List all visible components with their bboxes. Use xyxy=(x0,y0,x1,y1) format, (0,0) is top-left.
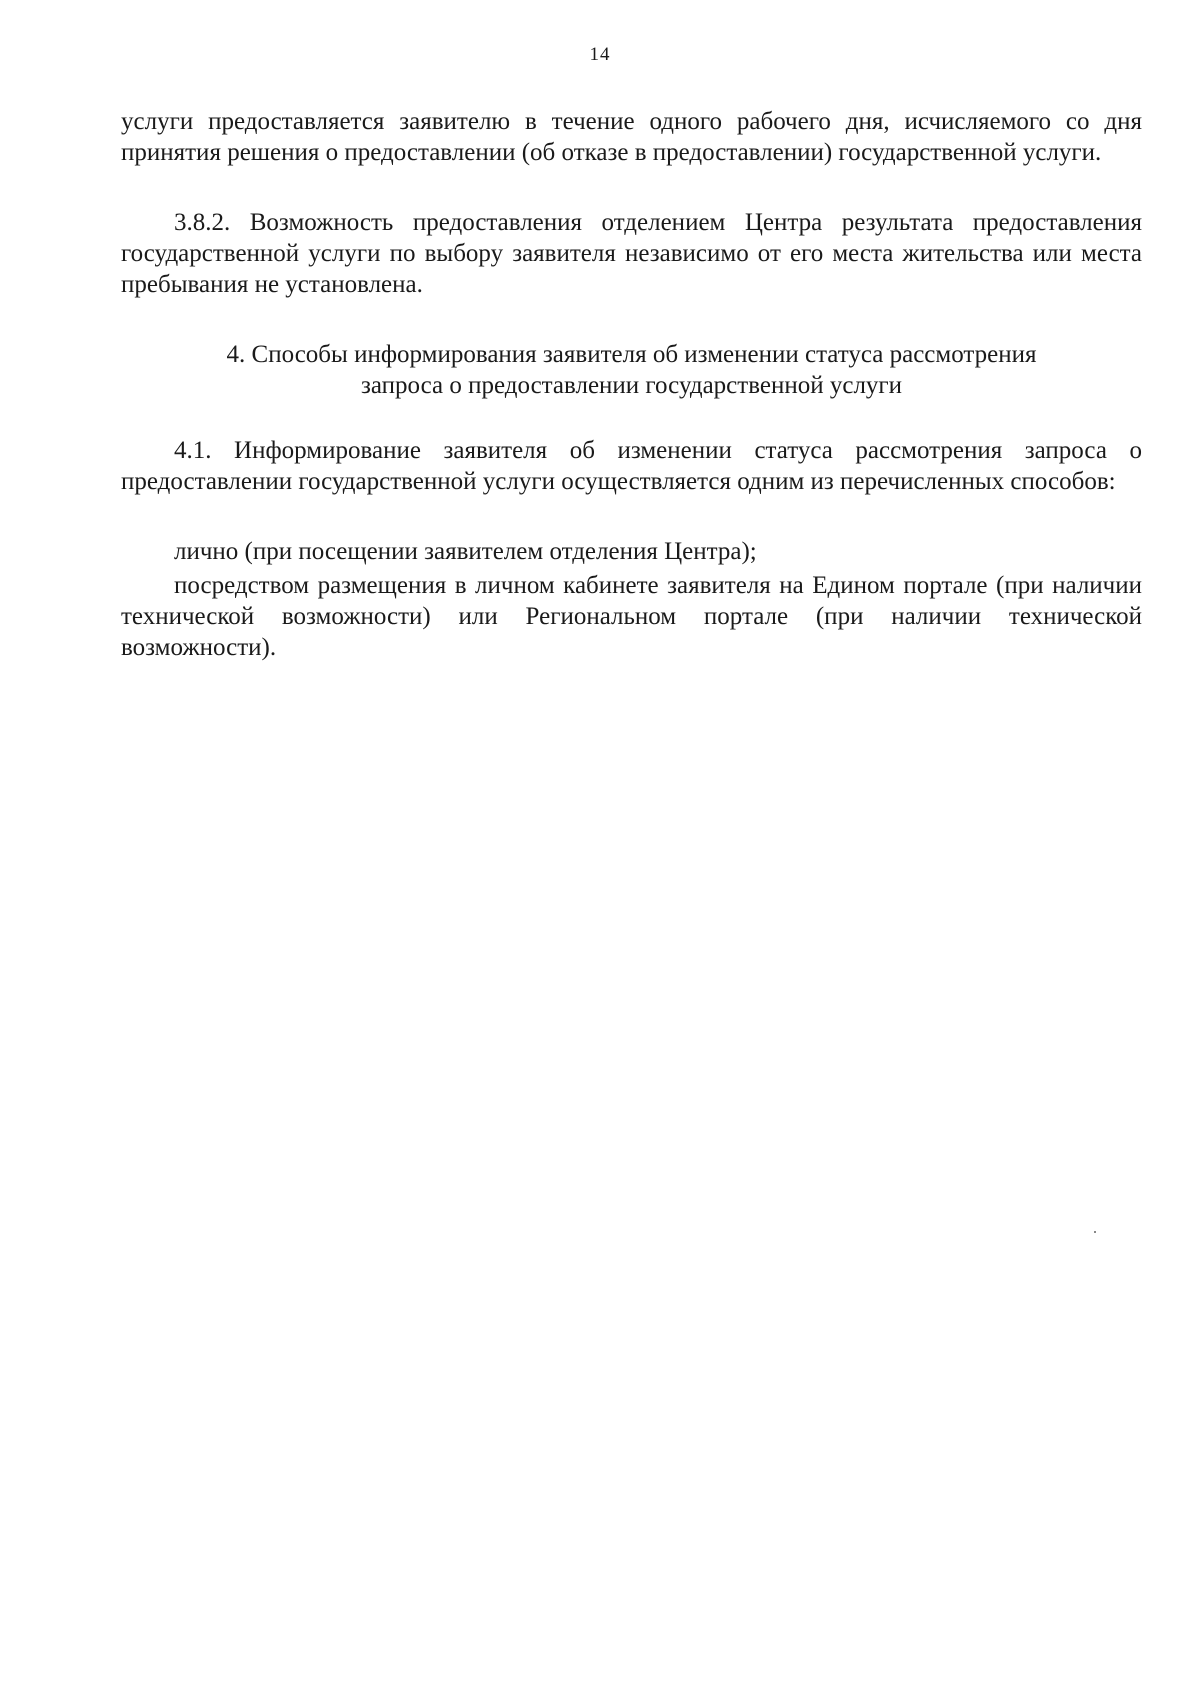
paragraph-4-1: 4.1. Информирование заявителя об изменении статуса рассмотрения запроса о предоставлении государственной услуги осуществляется одним из перечисленных способов: xyxy=(121,437,1142,495)
section-4-heading xyxy=(121,339,1142,401)
list-item-online: посредством размещения в личном кабинете заявителя на Едином портале (при наличии технической возможности) или Региональном портале (при наличии технической возможности). xyxy=(121,572,1142,661)
section-4-heading-line-1: 4. Способы информирования заявителя об изменении статуса рассмотрения xyxy=(226,341,1037,368)
section-4-heading-line-2: запроса о предоставлении государственной услуги xyxy=(360,372,903,399)
paragraph-continuation: услуги предоставляется заявителю в течение одного рабочего дня, исчисляемого со дня принятия решения о предоставлении (об отказе в предоставлении) государственной услуги. xyxy=(121,108,1142,166)
paragraph-3-8-2: 3.8.2. Возможность предоставления отделением Центра результата предоставления государственной услуги по выбору заявителя независимо от его места жительства или места пребывания не установлена. xyxy=(121,209,1142,298)
list-item-personal: лично (при посещении заявителем отделения Центра); xyxy=(174,538,757,565)
page-number: 14 xyxy=(589,44,611,65)
scan-artifact-dot xyxy=(1094,1231,1096,1233)
